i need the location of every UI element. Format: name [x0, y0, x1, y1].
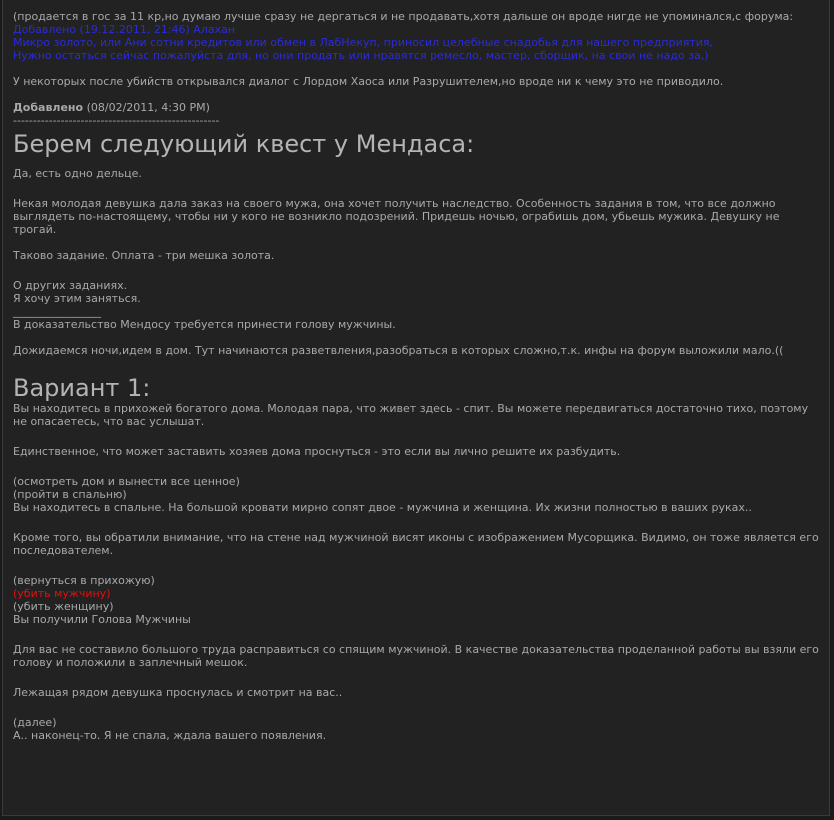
spacer	[13, 669, 819, 686]
quote-line-end	[13, 49, 819, 62]
paragraph: Единственное, что может заставить хозяев дома проснуться - это если вы лично решите их разбудить.	[13, 445, 621, 458]
dialog-option: (пройти в спальню)	[13, 488, 127, 501]
forum-post-body	[2, 0, 830, 816]
added-line	[13, 101, 819, 114]
quote-close-paren: )	[704, 49, 709, 62]
separator: ----------------------------------------------------	[13, 114, 220, 127]
paragraph: Вы находитесь в прихожей богатого дома. Молодая пара, что живет здесь - спит. Вы можете передвигаться достаточно тихо, поэтому не опасаетесь, что вас услышат.	[13, 402, 809, 428]
paragraph: Дожидаемся ночи,идем в дом. Тут начинаются разветвления,разобраться в которых сложно,т.к. инфы на форум выложили мало.((	[13, 344, 784, 357]
paragraph: Лежащая рядом девушка проснулась и смотрит на вас..	[13, 686, 343, 699]
paragraph: А.. наконец-то. Я не спала, ждала вашего появления.	[13, 729, 327, 742]
spacer	[13, 557, 819, 574]
paragraph: Вы получили Голова Мужчины	[13, 613, 191, 626]
dialog-option: (далее)	[13, 716, 57, 729]
spacer	[13, 262, 819, 279]
dialog-option: (вернуться в прихожую)	[13, 574, 155, 587]
spacer	[13, 236, 819, 249]
dialog-note: У некоторых после убийств открывался диалог с Лордом Хаоса или Разрушителем,но вроде ни к чему это не приводило.	[13, 75, 724, 88]
paragraph: Таково задание. Оплата - три мешка золота.	[13, 249, 275, 262]
quote-header-link[interactable]: Добавлено (19.12.2011, 21:46) Алахан	[13, 23, 236, 36]
paragraph: В доказательство Мендосу требуется принести голову мужчины.	[13, 318, 396, 331]
spacer	[13, 62, 819, 75]
added-label: Добавлено	[13, 101, 84, 114]
dialog-option: (осмотреть дом и вынести все ценное)	[13, 475, 240, 488]
spacer	[13, 331, 819, 344]
heading-quest: Берем следующий квест у Мендаса:	[13, 130, 475, 158]
quote-line[interactable]: Микро золото, или Ани сотни кредитов или обмен в ЛабНекуп, приносил целебные снадобья для нашего предприятия,	[13, 36, 714, 49]
spacer	[13, 88, 819, 101]
dialog-option-selected: (убить мужчину)	[13, 587, 111, 600]
paragraph: Вы находитесь в спальне. На большой кровати мирно сопят двое - мужчина и женщина. Их жизни полностью в ваших руках..	[13, 501, 752, 514]
paragraph: Да, есть одно дельце.	[13, 167, 142, 180]
underline-divider: ________________	[13, 305, 101, 318]
dialog-option: Я хочу этим заняться.	[13, 292, 141, 305]
intro-line: (продается в гос за 11 кр,но думаю лучше сразу не дергаться и не продавать,хотя дальше он вроде нигде не упоминался,с форума:	[13, 10, 794, 23]
spacer	[13, 357, 819, 370]
spacer	[13, 428, 819, 445]
dialog-option: (убить женщину)	[13, 600, 114, 613]
spacer	[13, 514, 819, 531]
spacer	[13, 699, 819, 716]
heading-variant: Вариант 1:	[13, 374, 151, 402]
spacer	[13, 626, 819, 643]
paragraph: Кроме того, вы обратили внимание, что на стене над мужчиной висят иконы с изображением Мусорщика. Видимо, он тоже является его последователем.	[13, 531, 819, 557]
spacer	[13, 458, 819, 475]
paragraph: Для вас не составило большого труда расправиться со спящим мужчиной. В качестве доказательства проделанной работы вы взяли его голову и положили в заплечный мешок.	[13, 643, 819, 669]
spacer	[13, 180, 819, 197]
added-date: (08/02/2011, 4:30 PM)	[86, 101, 210, 114]
dialog-option: О других заданиях.	[13, 279, 128, 292]
paragraph: Некая молодая девушка дала заказ на своего мужа, она хочет получить наследство. Особенность задания в том, что все должно выглядеть по-настоящему, чтобы ни у кого не возникло подозрений. Придешь ночью, ограбишь дом, убьешь мужика. Девушку не трогай.	[13, 197, 780, 236]
quote-line-link[interactable]: Нужно остаться сейчас пожалуйста для, но они продать или нравятся ремесло, мастер, сборщик, на свои не надо за,	[13, 49, 705, 62]
